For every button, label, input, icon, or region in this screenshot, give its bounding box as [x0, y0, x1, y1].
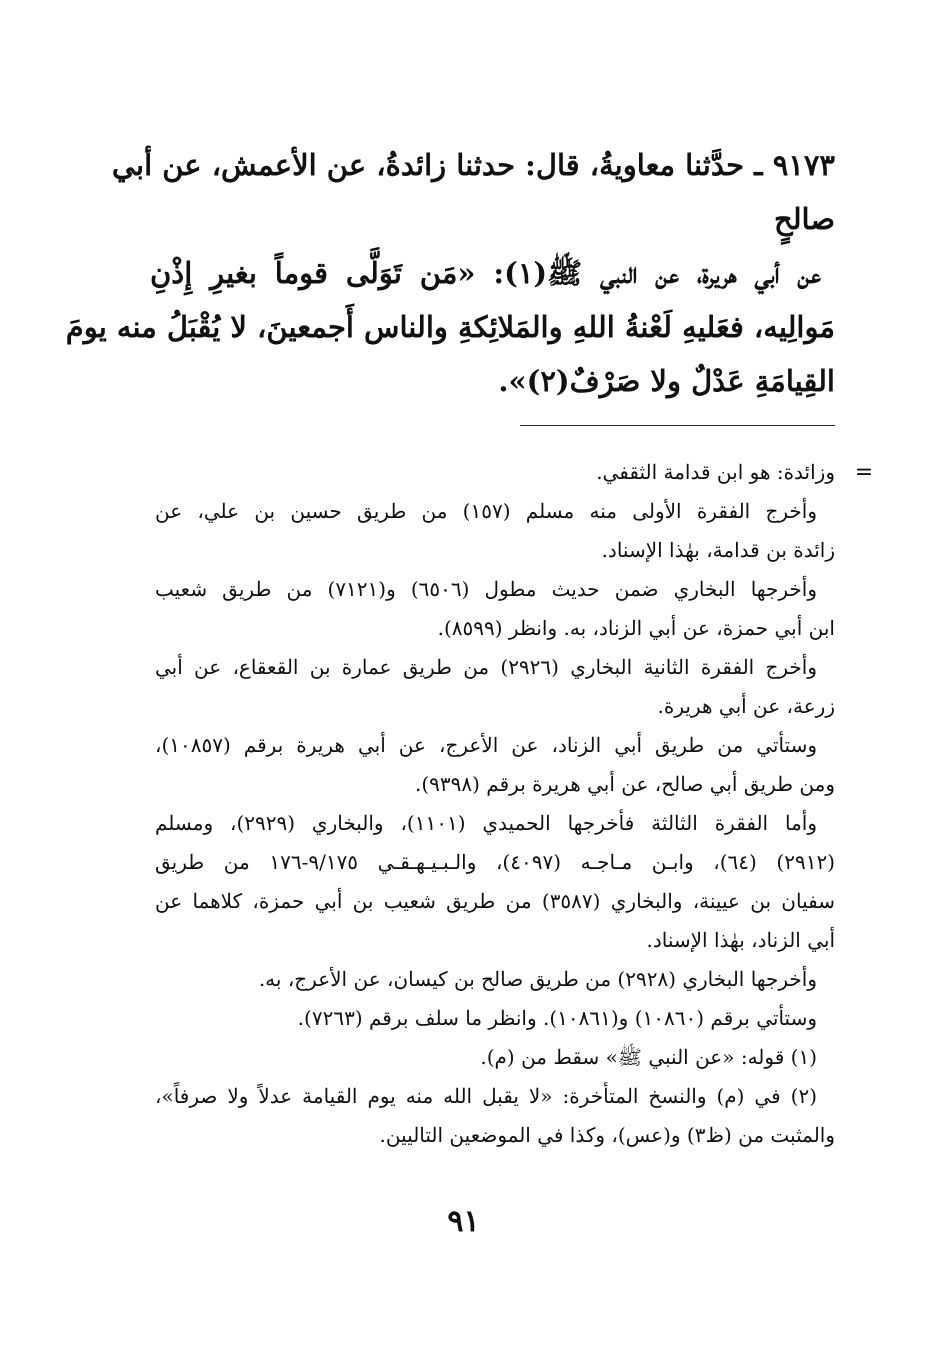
footnotes [155, 453, 835, 1155]
footnote-1: (١) قوله: «عن النبي ﷺ» سقط من (م). [480, 1045, 817, 1069]
note-line: وستأتي برقم (١٠٨٦٠) و(١٠٨٦١). وانظر ما سلف برقم (٧٢٦٣). [297, 1006, 817, 1030]
note-line: ابن أبي حمزة، عن أبي الزناد، به. وانظر (٨٥٩٩). [437, 616, 835, 640]
note-line: ومن طريق أبي صالح، عن أبي هريرة برقم (٩٣٩٨). [414, 772, 835, 796]
footnote-2-continued: والمثبت من (ظ٣) و(عس)، وكذا في الموضعين التاليين. [379, 1123, 835, 1147]
continuation-marker: = [854, 460, 874, 485]
hadith-line-2: صالحٍ [773, 202, 835, 236]
note-line: أبي الزناد، بهٰذا الإسناد. [646, 928, 835, 952]
note-line: وأخرج الفقرة الثانية البخاري (٢٩٢٦) من طريق عمارة بن القعقاع، عن أبي [155, 655, 817, 679]
hadith-line-1: ٩١٧٣ ـ حدَّثنا معاويةُ، قال: حدثنا زائدةُ، عن الأعمش، عن أبي [111, 148, 835, 182]
note-line: سفيان بن عيينة، والبخاري (٣٥٨٧) من طريق شعيب بن أبي حمزة، كلاهما عن [155, 889, 835, 913]
hadith-line-5: القِيامَةِ عَدْلٌ ولا صَرْفٌ(٢)». [498, 364, 835, 398]
note-line: وأما الفقرة الثالثة فأخرجها الحميدي (١١٠١)، والبخاري (٢٩٢٩)، ومسلم [155, 811, 817, 835]
note-line: وأخرج الفقرة الأولى منه مسلم (١٥٧) من طريق حسين بن علي، عن [155, 499, 817, 523]
note-line: وأخرجها البخاري ضمن حديث مطول (٦٥٠٦) و(٧١٢١) من طريق شعيب [155, 577, 817, 601]
note-line: (٢٩١٢) (٦٤)، وابـن مـاجـه (٤٠٩٧)، والـبـيـهـقـي ٩/١٧٥-١٧٦ من طريق [155, 850, 836, 874]
note-line: زرعة، عن أبي هريرة. [657, 694, 835, 718]
hadith-line-4: مَوالِيه، فعَليهِ لَعْنةُ اللهِ والمَلائِكةِ والناس أَجمعينَ، لا يُقْبَلُ منه يومَ [65, 310, 835, 344]
footnote-divider [520, 425, 835, 426]
note-line: وزائدة: هو ابن قدامة الثقفي. [596, 460, 835, 484]
note-line: وأخرجها البخاري (٢٩٢٨) من طريق صالح بن كيسان، عن الأعرج، به. [258, 967, 817, 991]
note-line: زائدة بن قدامة، بهٰذا الإسناد. [601, 538, 835, 562]
page-number: ٩١ [447, 1204, 480, 1239]
footnote-2: (٢) في (م) والنسخ المتأخرة: «لا يقبل الله منه يوم القيامة عدلاً ولا صرفاً»، [155, 1084, 817, 1108]
hadith-line-3: عن أبي هريرة، عن النبي ﷺ(١): «مَن تَوَلَّى قوماً بغيرِ إِذْنِ [150, 256, 821, 290]
hadith-text [65, 138, 835, 408]
note-line: وستأتي من طريق أبي الزناد، عن الأعرج، عن أبي هريرة برقم (١٠٨٥٧)، [155, 733, 817, 757]
